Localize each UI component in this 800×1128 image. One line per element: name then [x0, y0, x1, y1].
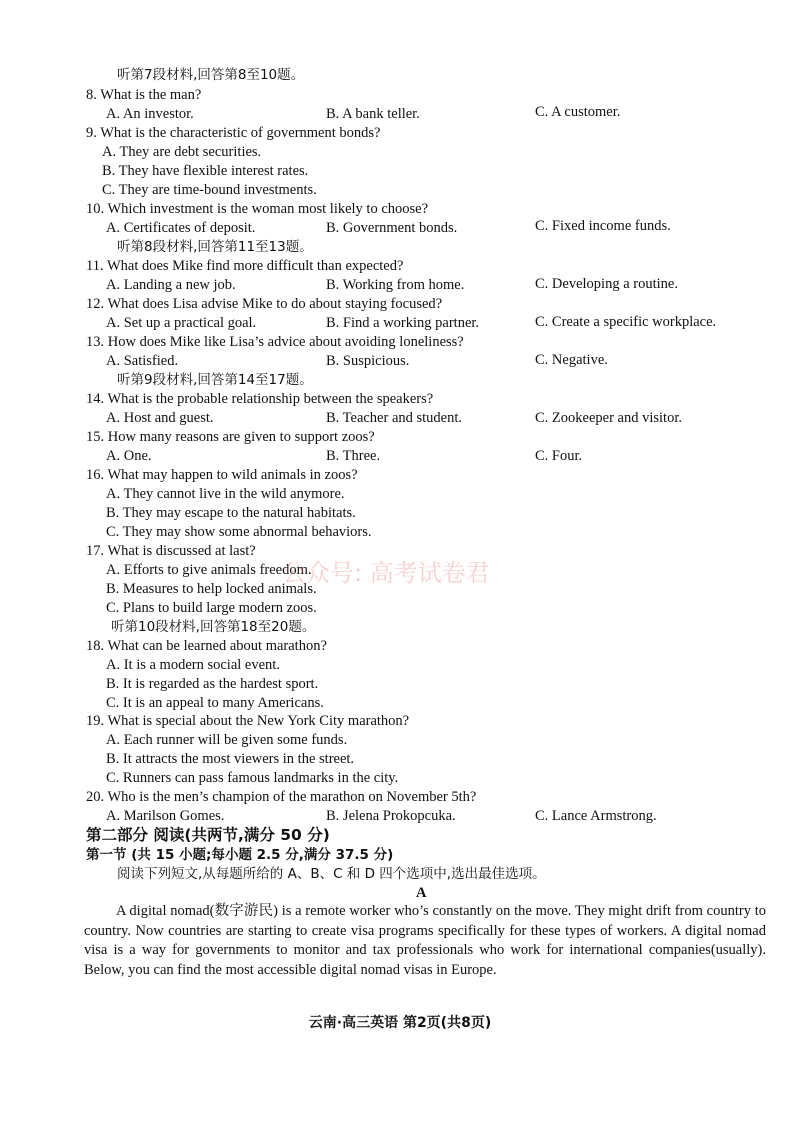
option-c: C. Plans to build large modern zoos.	[106, 600, 317, 616]
question-stem: 18. What can be learned about marathon?	[86, 638, 327, 654]
question-stem: 15. How many reasons are given to support zoos?	[86, 429, 375, 445]
option-a: A. An investor.	[106, 106, 194, 122]
question-stem: 16. What may happen to wild animals in zoos?	[86, 467, 358, 483]
section-instruction: 听第8段材料,回答第11至13题。	[117, 239, 313, 255]
question-stem: 11. What does Mike find more difficult than expected?	[86, 258, 404, 274]
option-c: C. They are time-bound investments.	[102, 182, 317, 198]
section-title: 第一节 (共 15 小题;每小题 2.5 分,满分 37.5 分)	[86, 847, 394, 863]
option-a: A. Satisfied.	[106, 353, 179, 369]
option-b: B. Jelena Prokopcuka.	[326, 808, 456, 824]
option-b: B. It is regarded as the hardest sport.	[106, 676, 319, 692]
option-c: C. A customer.	[535, 104, 621, 120]
option-c: C. Negative.	[535, 352, 608, 368]
question-stem: 20. Who is the men’s champion of the marathon on November 5th?	[86, 789, 477, 805]
option-c: C. Developing a routine.	[535, 276, 678, 292]
option-b: B. A bank teller.	[326, 106, 420, 122]
option-a: A. Host and guest.	[106, 410, 214, 426]
question-stem: 8. What is the man?	[86, 87, 202, 103]
page-footer: 云南·高三英语 第2页(共8页)	[308, 1015, 492, 1031]
option-c: C. Four.	[535, 448, 583, 464]
option-a: A. Set up a practical goal.	[106, 315, 257, 331]
option-a: A. They are debt securities.	[102, 144, 262, 160]
option-b: B. Suspicious.	[326, 353, 410, 369]
option-b: B. They may escape to the natural habitats.	[106, 505, 356, 521]
option-c: C. Lance Armstrong.	[535, 808, 657, 824]
watermark: 公众号: 高考试卷君	[282, 559, 490, 587]
option-b: B. Working from home.	[326, 277, 465, 293]
option-b: B. Find a working partner.	[326, 315, 480, 331]
option-a: A. Efforts to give animals freedom.	[106, 562, 312, 578]
option-a: A. They cannot live in the wild anymore.	[106, 486, 345, 502]
reading-instruction: 阅读下列短文,从每题所给的 A、B、C 和 D 四个选项中,选出最佳选项。	[117, 866, 546, 882]
option-c: C. Fixed income funds.	[535, 218, 671, 234]
option-c: C. Create a specific workplace.	[535, 314, 717, 330]
question-stem: 13. How does Mike like Lisa’s advice about avoiding loneliness?	[86, 334, 464, 350]
question-stem: 14. What is the probable relationship between the speakers?	[86, 391, 434, 407]
question-stem: 19. What is special about the New York City marathon?	[86, 713, 410, 729]
option-a: A. Landing a new job.	[106, 277, 236, 293]
question-stem: 12. What does Lisa advise Mike to do about staying focused?	[86, 296, 443, 312]
option-a: A. One.	[106, 448, 152, 464]
option-a: A. Certificates of deposit.	[106, 220, 256, 236]
option-b: B. They have flexible interest rates.	[102, 163, 309, 179]
question-stem: 17. What is discussed at last?	[86, 543, 256, 559]
section-instruction: 听第7段材料,回答第8至10题。	[117, 67, 305, 83]
part-title: 第二部分 阅读(共两节,满分 50 分)	[86, 826, 330, 844]
passage-label: A	[416, 885, 427, 901]
option-a: A. Each runner will be given some funds.	[106, 732, 348, 748]
option-b: B. Three.	[326, 448, 381, 464]
option-a: A. Marilson Gomes.	[106, 808, 225, 824]
option-c: C. Zookeeper and visitor.	[535, 410, 682, 426]
option-b: B. Government bonds.	[326, 220, 458, 236]
option-c: C. It is an appeal to many Americans.	[106, 695, 324, 711]
question-stem: 10. Which investment is the woman most likely to choose?	[86, 201, 429, 217]
option-c: C. Runners can pass famous landmarks in the city.	[106, 770, 399, 786]
section-instruction: 听第9段材料,回答第14至17题。	[117, 372, 313, 388]
question-stem: 9. What is the characteristic of government bonds?	[86, 125, 381, 141]
option-b: B. Measures to help locked animals.	[106, 581, 317, 597]
option-a: A. It is a modern social event.	[106, 657, 280, 673]
passage-text: A digital nomad(数字游民) is a remote worker who’s constantly on the move. They might drift from country to country. Now countries are starting to create visa programs specifically for these types of workers. A digital nomad visa is a way for governments to monitor and tax professionals who work for international companies(usually). Below, you can find the most accessible digital nomad visas in Europe.	[84, 903, 766, 978]
option-b: B. It attracts the most viewers in the street.	[106, 751, 355, 767]
option-c: C. They may show some abnormal behaviors.	[106, 524, 372, 540]
section-instruction: 听第10段材料,回答第18至20题。	[111, 619, 316, 635]
option-b: B. Teacher and student.	[326, 410, 463, 426]
